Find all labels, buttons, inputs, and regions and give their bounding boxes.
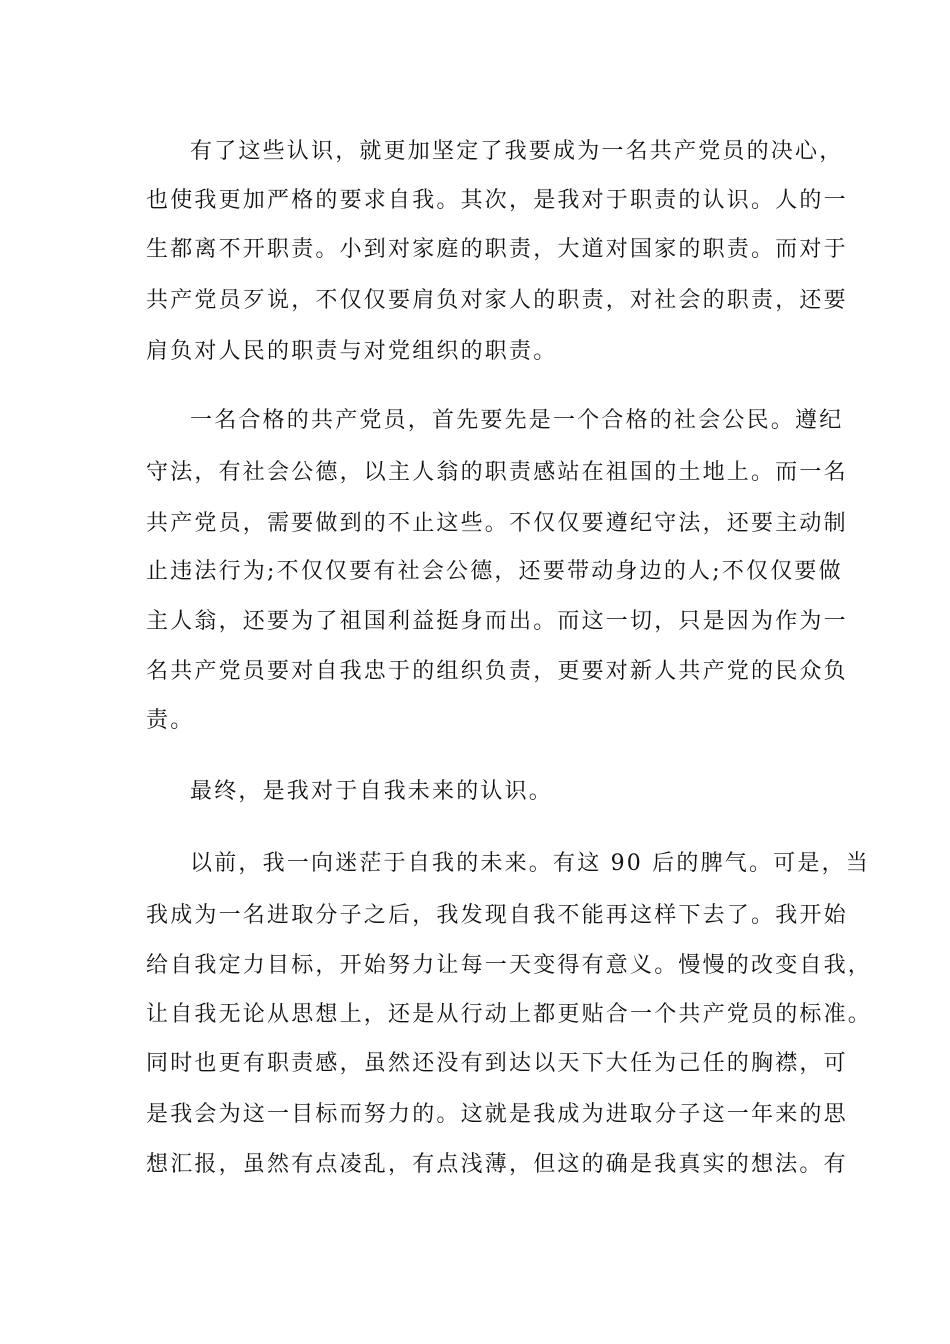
paragraph-2-line-7: 责。 (146, 708, 195, 733)
paragraph-4-line-4: 让自我无论从思想上，还是从行动上都更贴合一个共产党员的标准。 (146, 1002, 873, 1027)
paragraph-4-line-2: 我成为一名进取分子之后，我发现自我不能再这样下去了。我开始 (146, 903, 848, 928)
paragraph-1-line-4: 共产党员歹说，不仅仅要肩负对家人的职责，对社会的职责，还要 (146, 288, 848, 313)
paragraph-1-line-5: 肩负对人民的职责与对党组织的职责。 (146, 339, 558, 364)
paragraph-2-line-4: 止违法行为;不仅仅要有社会公德，还要带动身边的人;不仅仅要做 (146, 559, 843, 584)
paragraph-4-line-6: 是我会为这一目标而努力的。这就是我成为进取分子这一年来的思 (146, 1102, 848, 1127)
paragraph-2-line-5: 主人翁，还要为了祖国利益挺身而出。而这一切，只是因为作为一 (146, 609, 848, 634)
paragraph-2-line-2: 守法，有社会公德，以主人翁的职责感站在祖国的土地上。而一名 (146, 460, 848, 485)
paragraph-2-line-3: 共产党员，需要做到的不止这些。不仅仅要遵纪守法，还要主动制 (146, 511, 848, 536)
paragraph-2-line-6: 名共产党员要对自我忠于的组织负责，更要对新人共产党的民众负 (146, 659, 848, 684)
paragraph-1-line-3: 生都离不开职责。小到对家庭的职责，大道对国家的职责。而对于 (146, 237, 848, 262)
paragraph-4-line-3: 给自我定力目标，开始努力让每一天变得有意义。慢慢的改变自我， (146, 953, 873, 978)
paragraph-1-line-1: 有了这些认识，就更加坚定了我要成为一名共产党员的决心， (190, 139, 844, 164)
paragraph-4-line-7: 想汇报，虽然有点凌乱，有点浅薄，但这的确是我真实的想法。有 (146, 1152, 848, 1177)
paragraph-2-line-1: 一名合格的共产党员，首先要先是一个合格的社会公民。遵纪 (190, 408, 844, 433)
paragraph-1-line-2: 也使我更加严格的要求自我。其次，是我对于职责的认识。人的一 (146, 188, 848, 213)
paragraph-4-line-1: 以前，我一向迷茫于自我的未来。有这 90 后的脾气。可是，当 (190, 851, 870, 876)
paragraph-4-line-5: 同时也更有职责感，虽然还没有到达以天下大任为己任的胸襟，可 (146, 1051, 848, 1076)
paragraph-3-line-1: 最终，是我对于自我未来的认识。 (190, 779, 554, 804)
